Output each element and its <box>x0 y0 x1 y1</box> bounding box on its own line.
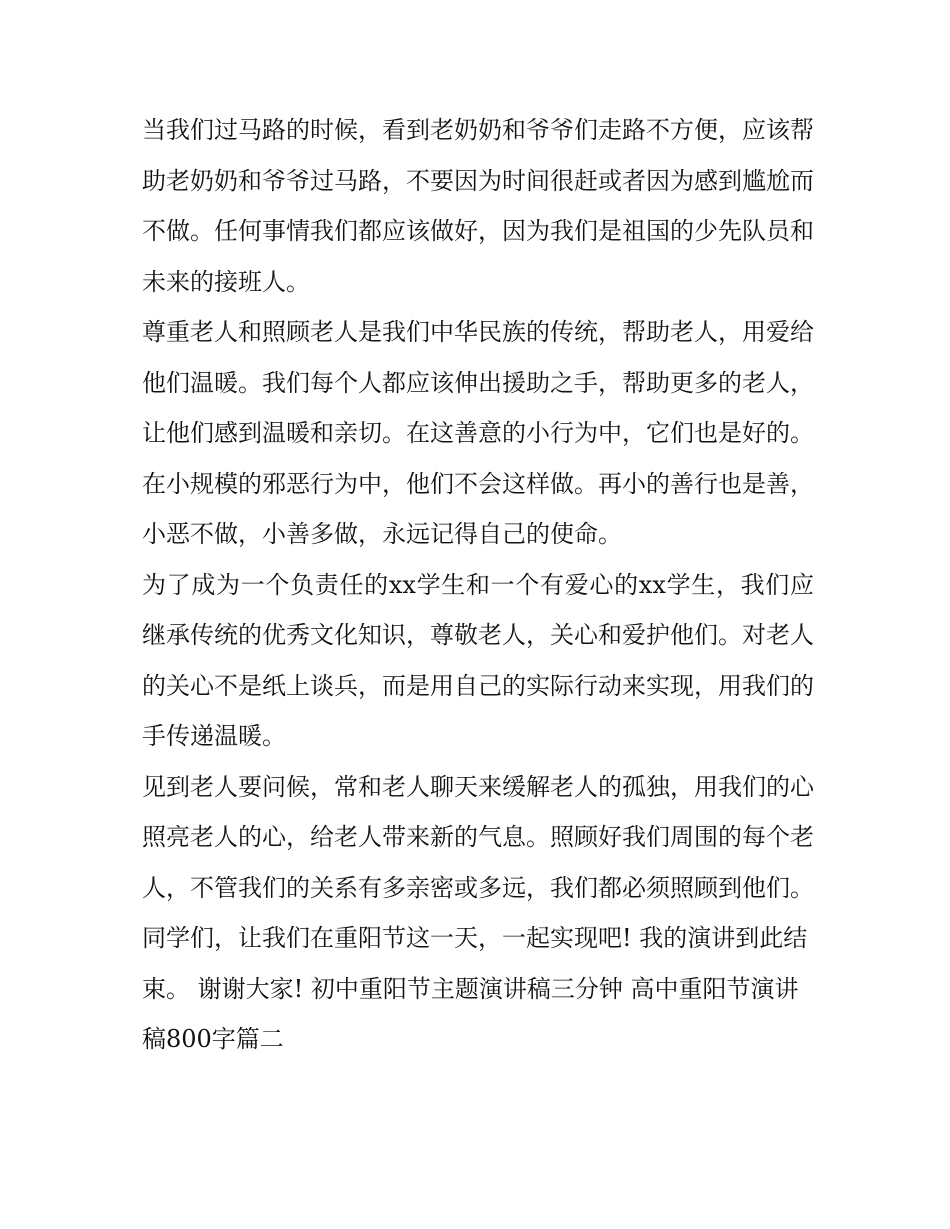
paragraph-crossing-road: 当我们过马路的时候，看到老奶奶和爷爷们走路不方便，应该帮助老奶奶和爷爷过马路，不要因为时间很赶或者因为感到尴尬而不做。任何事情我们都应该做好，因为我们是祖国的少先队员和未来的接班人。 <box>142 116 814 296</box>
paragraph-greet-elders: 见到老人要问候，常和老人聊天来缓解老人的孤独，用我们的心照亮老人的心，给老人带来新的气息。照顾好我们周围的每个老人，不管我们的关系有多亲密或多远，我们都必须照顾到他们。 <box>142 772 814 902</box>
paragraph-responsible-student: 为了成为一个负责任的xx学生和一个有爱心的xx学生，我们应继承传统的优秀文化知识，尊敬老人，关心和爱护他们。对老人的关心不是纸上谈兵，而是用自己的实际行动来实现，用我们的手传递温暖。 <box>142 570 814 750</box>
document-body <box>142 105 814 1065</box>
paragraph-closing: 同学们，让我们在重阳节这一天，一起实现吧! 我的演讲到此结束。 谢谢大家! 初中重阳节主题演讲稿三分钟 高中重阳节演讲稿800字篇二 <box>142 924 808 1053</box>
paragraph-respect-elders: 尊重老人和照顾老人是我们中华民族的传统，帮助老人，用爱给他们温暖。我们每个人都应该伸出援助之手，帮助更多的老人，让他们感到温暖和亲切。在这善意的小行为中，它们也是好的。在小规模的邪恶行为中，他们不会这样做。再小的善行也是善，小恶不做，小善多做，永远记得自己的使命。 <box>142 318 814 548</box>
